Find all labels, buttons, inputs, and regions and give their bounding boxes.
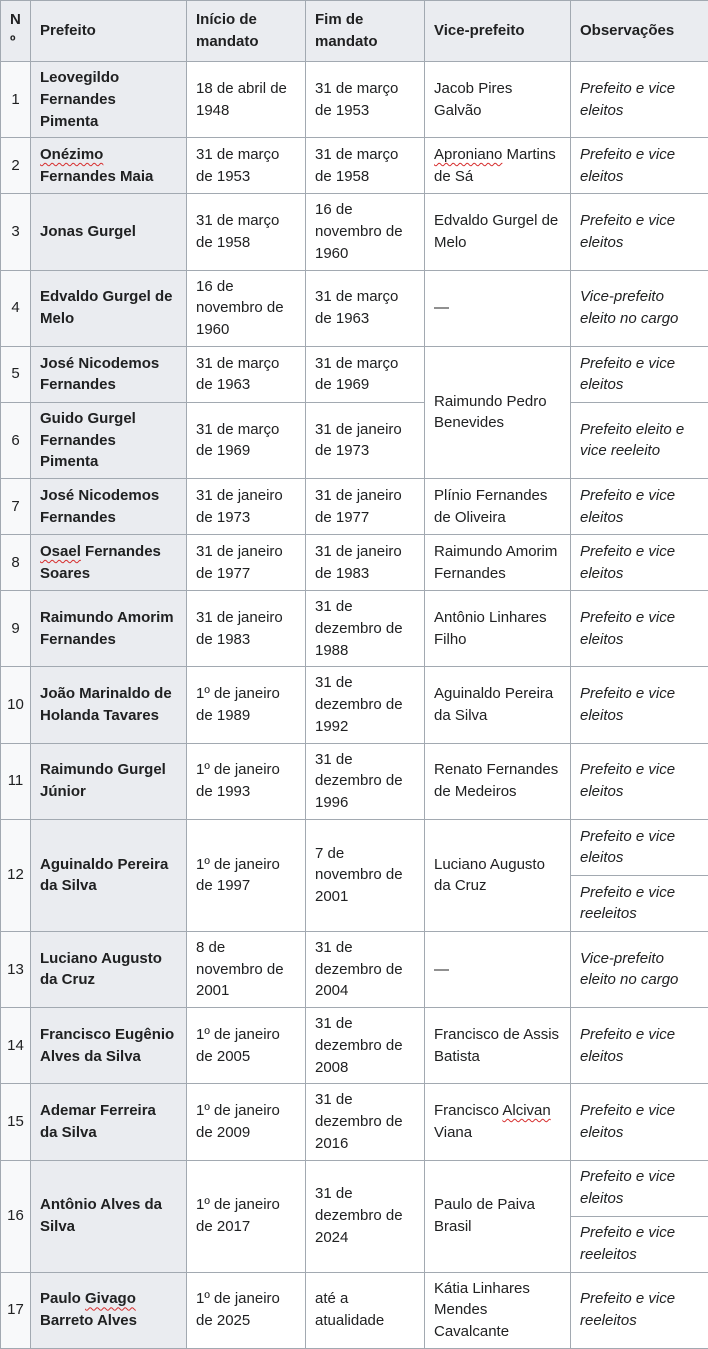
- cell-vice-prefeito: Plínio Fernandes de Oliveira: [425, 479, 571, 535]
- cell-vice-prefeito: Renato Fernandes de Medeiros: [425, 743, 571, 819]
- table-row: [1, 1272, 708, 1348]
- column-header-inicio-mandato: Início de mandato: [187, 1, 306, 62]
- cell-numero: 11: [1, 743, 31, 819]
- cell-numero: 4: [1, 270, 31, 346]
- spellcheck-squiggle: Alcivan: [502, 1102, 550, 1119]
- cell-inicio-mandato: 18 de abril de 1948: [187, 62, 306, 138]
- cell-inicio-mandato: 1º de janeiro de 2009: [187, 1084, 306, 1160]
- table-row: [1, 1084, 708, 1160]
- cell-observacoes: Vice-prefeito eleito no cargo: [571, 270, 708, 346]
- cell-fim-mandato: 31 de janeiro de 1983: [306, 535, 425, 591]
- cell-fim-mandato: 31 de dezembro de 2008: [306, 1008, 425, 1084]
- cell-prefeito-name: Edvaldo Gurgel de Melo: [31, 270, 187, 346]
- cell-inicio-mandato: 1º de janeiro de 1989: [187, 667, 306, 743]
- cell-numero: 5: [1, 346, 31, 402]
- cell-inicio-mandato: 31 de janeiro de 1977: [187, 535, 306, 591]
- cell-observacoes: Prefeito e vice reeleitos: [571, 875, 708, 931]
- cell-numero: 8: [1, 535, 31, 591]
- cell-inicio-mandato: 1º de janeiro de 2005: [187, 1008, 306, 1084]
- cell-prefeito-name: Antônio Alves da Silva: [31, 1160, 187, 1272]
- cell-inicio-mandato: 31 de janeiro de 1973: [187, 479, 306, 535]
- column-header-vice-prefeito: Vice-prefeito: [425, 1, 571, 62]
- cell-numero: 2: [1, 138, 31, 194]
- cell-observacoes: Prefeito e vice eleitos: [571, 591, 708, 667]
- cell-vice-prefeito: Jacob Pires Galvão: [425, 62, 571, 138]
- cell-numero: 6: [1, 402, 31, 478]
- cell-vice-prefeito: Raimundo Amorim Fernandes: [425, 535, 571, 591]
- cell-observacoes: Prefeito e vice reeleitos: [571, 1216, 708, 1272]
- cell-prefeito-name: José Nicodemos Fernandes: [31, 346, 187, 402]
- table-row: [1, 1008, 708, 1084]
- cell-prefeito-name: Raimundo Amorim Fernandes: [31, 591, 187, 667]
- cell-prefeito-name: Paulo Givago Barreto Alves: [31, 1272, 187, 1348]
- table-row: [1, 931, 708, 1007]
- cell-vice-prefeito: —: [425, 931, 571, 1007]
- cell-fim-mandato: 31 de janeiro de 1977: [306, 479, 425, 535]
- table-row: [1, 1160, 708, 1216]
- table-row: [1, 138, 708, 194]
- cell-inicio-mandato: 31 de março de 1969: [187, 402, 306, 478]
- cell-inicio-mandato: 31 de março de 1963: [187, 346, 306, 402]
- cell-numero: 14: [1, 1008, 31, 1084]
- cell-observacoes: Prefeito e vice eleitos: [571, 743, 708, 819]
- cell-vice-prefeito: Edvaldo Gurgel de Melo: [425, 194, 571, 270]
- column-header-fim-mandato: Fim de mandato: [306, 1, 425, 62]
- cell-fim-mandato: 31 de dezembro de 1988: [306, 591, 425, 667]
- cell-observacoes: Prefeito e vice eleitos: [571, 667, 708, 743]
- cell-prefeito-name: Guido Gurgel Fernandes Pimenta: [31, 402, 187, 478]
- cell-fim-mandato: 16 de novembro de 1960: [306, 194, 425, 270]
- cell-observacoes: Prefeito e vice eleitos: [571, 346, 708, 402]
- cell-prefeito-name: João Marinaldo de Holanda Tavares: [31, 667, 187, 743]
- cell-vice-prefeito: Raimundo Pedro Benevides: [425, 346, 571, 478]
- cell-numero: 9: [1, 591, 31, 667]
- spellcheck-squiggle: Osael: [40, 543, 81, 560]
- cell-observacoes: Prefeito e vice eleitos: [571, 535, 708, 591]
- cell-prefeito-name: Onézimo Fernandes Maia: [31, 138, 187, 194]
- cell-observacoes: Prefeito e vice eleitos: [571, 479, 708, 535]
- table-row: [1, 194, 708, 270]
- cell-numero: 15: [1, 1084, 31, 1160]
- cell-vice-prefeito: Paulo de Paiva Brasil: [425, 1160, 571, 1272]
- cell-fim-mandato: 31 de março de 1953: [306, 62, 425, 138]
- cell-fim-mandato: 31 de março de 1969: [306, 346, 425, 402]
- cell-numero: 3: [1, 194, 31, 270]
- cell-inicio-mandato: 1º de janeiro de 2017: [187, 1160, 306, 1272]
- cell-prefeito-name: Luciano Augusto da Cruz: [31, 931, 187, 1007]
- column-header-numero: Nº: [1, 1, 31, 62]
- cell-vice-prefeito: Aproniano Martins de Sá: [425, 138, 571, 194]
- cell-vice-prefeito: Francisco de Assis Batista: [425, 1008, 571, 1084]
- cell-inicio-mandato: 1º de janeiro de 2025: [187, 1272, 306, 1348]
- cell-prefeito-name: Ademar Ferreira da Silva: [31, 1084, 187, 1160]
- cell-inicio-mandato: 8 de novembro de 2001: [187, 931, 306, 1007]
- cell-fim-mandato: 31 de dezembro de 2024: [306, 1160, 425, 1272]
- table-row: [1, 62, 708, 138]
- cell-inicio-mandato: 31 de janeiro de 1983: [187, 591, 306, 667]
- cell-observacoes: Prefeito e vice eleitos: [571, 1008, 708, 1084]
- cell-numero: 7: [1, 479, 31, 535]
- cell-inicio-mandato: 1º de janeiro de 1993: [187, 743, 306, 819]
- cell-observacoes: Prefeito eleito e vice reeleito: [571, 402, 708, 478]
- cell-vice-prefeito: Aguinaldo Pereira da Silva: [425, 667, 571, 743]
- cell-prefeito-name: Leovegildo Fernandes Pimenta: [31, 62, 187, 138]
- cell-prefeito-name: Jonas Gurgel: [31, 194, 187, 270]
- cell-inicio-mandato: 31 de março de 1953: [187, 138, 306, 194]
- table-row: [1, 819, 708, 875]
- cell-observacoes: Prefeito e vice eleitos: [571, 1160, 708, 1216]
- cell-fim-mandato: 31 de dezembro de 1992: [306, 667, 425, 743]
- spellcheck-squiggle: Givago: [85, 1290, 136, 1307]
- cell-vice-prefeito: Antônio Linhares Filho: [425, 591, 571, 667]
- cell-observacoes: Prefeito e vice eleitos: [571, 194, 708, 270]
- cell-fim-mandato: 31 de dezembro de 2004: [306, 931, 425, 1007]
- cell-numero: 17: [1, 1272, 31, 1348]
- cell-observacoes: Prefeito e vice eleitos: [571, 138, 708, 194]
- cell-vice-prefeito: —: [425, 270, 571, 346]
- cell-prefeito-name: Francisco Eugênio Alves da Silva: [31, 1008, 187, 1084]
- table-row: [1, 402, 708, 478]
- cell-inicio-mandato: 16 de novembro de 1960: [187, 270, 306, 346]
- table-row: [1, 479, 708, 535]
- cell-vice-prefeito: Luciano Augusto da Cruz: [425, 819, 571, 931]
- table-row: [1, 743, 708, 819]
- cell-numero: 16: [1, 1160, 31, 1272]
- table-row: [1, 346, 708, 402]
- table-row: [1, 591, 708, 667]
- cell-prefeito-name: José Nicodemos Fernandes: [31, 479, 187, 535]
- cell-numero: 13: [1, 931, 31, 1007]
- column-header-prefeito: Prefeito: [31, 1, 187, 62]
- cell-inicio-mandato: 1º de janeiro de 1997: [187, 819, 306, 931]
- cell-prefeito-name: Raimundo Gurgel Júnior: [31, 743, 187, 819]
- table-row: [1, 270, 708, 346]
- cell-prefeito-name: Osael Fernandes Soares: [31, 535, 187, 591]
- cell-prefeito-name: Aguinaldo Pereira da Silva: [31, 819, 187, 931]
- cell-fim-mandato: 31 de dezembro de 2016: [306, 1084, 425, 1160]
- cell-observacoes: Prefeito e vice eleitos: [571, 62, 708, 138]
- cell-inicio-mandato: 31 de março de 1958: [187, 194, 306, 270]
- cell-observacoes: Prefeito e vice reeleitos: [571, 1272, 708, 1348]
- table-row: [1, 535, 708, 591]
- cell-fim-mandato: até a atualidade: [306, 1272, 425, 1348]
- cell-vice-prefeito: Kátia Linhares Mendes Cavalcante: [425, 1272, 571, 1348]
- cell-fim-mandato: 31 de dezembro de 1996: [306, 743, 425, 819]
- cell-numero: 12: [1, 819, 31, 931]
- table-row: [1, 667, 708, 743]
- cell-observacoes: Prefeito e vice eleitos: [571, 1084, 708, 1160]
- cell-observacoes: Vice-prefeito eleito no cargo: [571, 931, 708, 1007]
- spellcheck-squiggle: Aproniano: [434, 146, 502, 163]
- cell-numero: 1: [1, 62, 31, 138]
- column-header-observacoes: Observações: [571, 1, 708, 62]
- cell-fim-mandato: 31 de março de 1958: [306, 138, 425, 194]
- cell-vice-prefeito: Francisco Alcivan Viana: [425, 1084, 571, 1160]
- cell-fim-mandato: 31 de março de 1963: [306, 270, 425, 346]
- spellcheck-squiggle: Onézimo: [40, 146, 103, 163]
- header-row: [1, 1, 708, 62]
- cell-fim-mandato: 7 de novembro de 2001: [306, 819, 425, 931]
- cell-fim-mandato: 31 de janeiro de 1973: [306, 402, 425, 478]
- cell-observacoes: Prefeito e vice eleitos: [571, 819, 708, 875]
- cell-numero: 10: [1, 667, 31, 743]
